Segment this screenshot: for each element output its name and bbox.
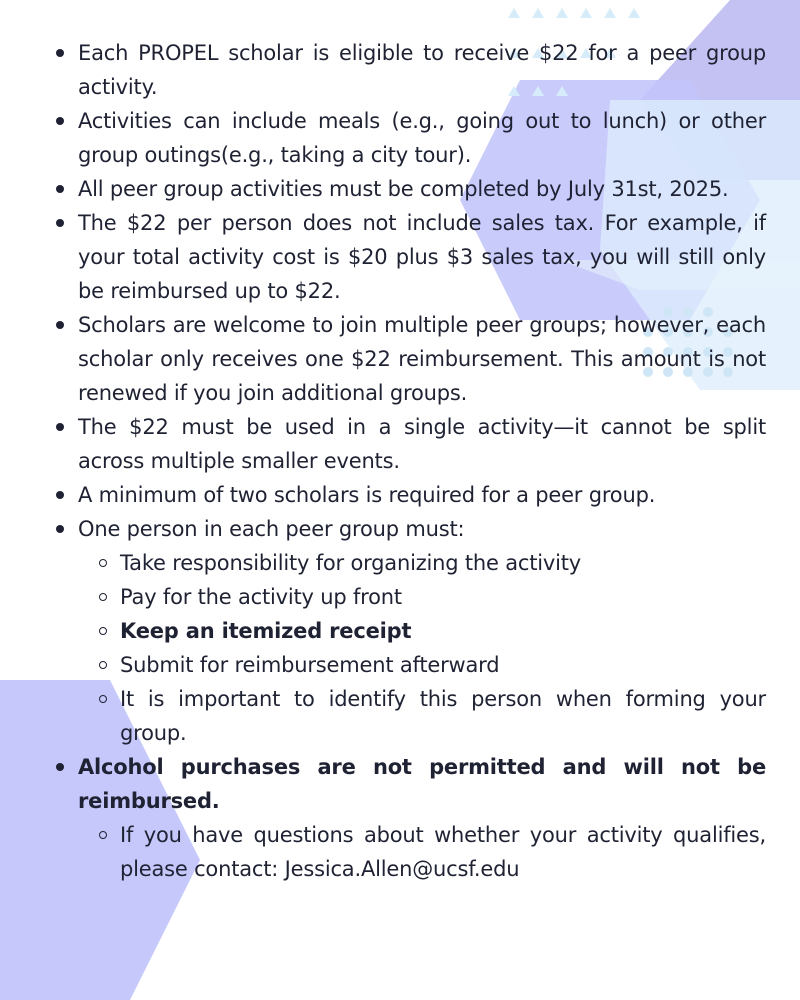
list-item-organizer [50,512,766,750]
sub-list-item: Keep an itemized receipt [78,614,766,648]
responsibilities-sublist [78,546,766,750]
content-area [50,36,766,886]
sub-list-item: Pay for the activity up front [78,580,766,614]
list-item: The $22 must be used in a single activity—it cannot be split across multiple smaller events. [50,410,766,478]
alcohol-note: Alcohol purchases are not permitted and will not be reimbursed. [78,755,766,813]
list-item: Activities can include meals (e.g., going out to lunch) or other group outings(e.g., taking a city tour). [50,104,766,172]
contact-sublist [78,818,766,886]
list-item: Scholars are welcome to join multiple peer groups; however, each scholar only receives one $22 reimbursement. This amount is not renewed if you join additional groups. [50,308,766,410]
contact-note: If you have questions about whether your activity qualifies, please contact: Jessica.Allen@ucsf.edu [78,818,766,886]
list-item-alcohol [50,750,766,886]
sub-list-item: Take responsibility for organizing the activity [78,546,766,580]
organizer-intro: One person in each peer group must: [78,517,465,541]
sub-list-item: Submit for reimbursement afterward [78,648,766,682]
list-item: Each PROPEL scholar is eligible to receive $22 for a peer group activity. [50,36,766,104]
main-bullet-list [50,36,766,886]
list-item: The $22 per person does not include sales tax. For example, if your total activity cost is $20 plus $3 sales tax, you will still only be reimbursed up to $22. [50,206,766,308]
list-item: A minimum of two scholars is required for a peer group. [50,478,766,512]
sub-list-item: It is important to identify this person when forming your group. [78,682,766,750]
list-item: All peer group activities must be completed by July 31st, 2025. [50,172,766,206]
